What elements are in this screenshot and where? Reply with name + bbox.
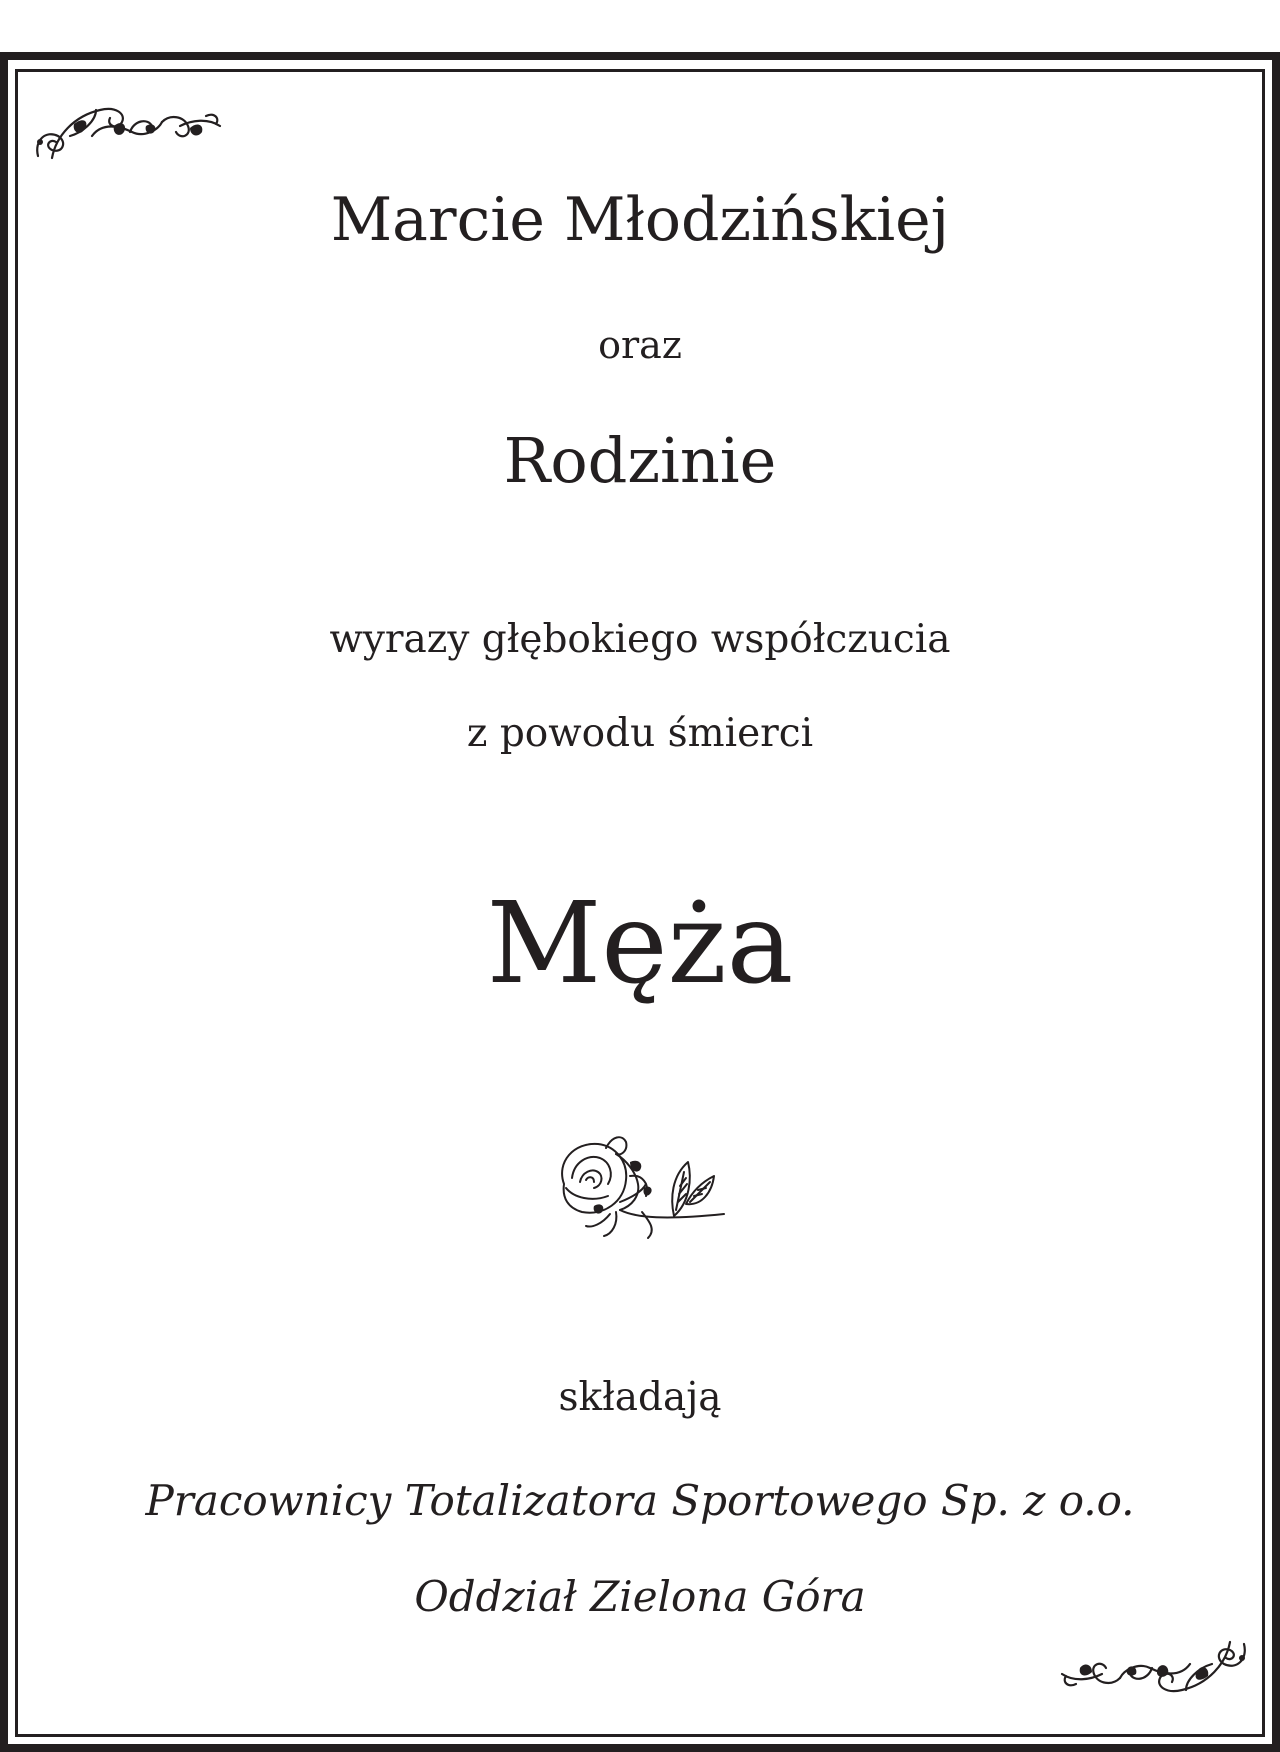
flourish-ornament-icon: [1056, 1632, 1252, 1704]
reason-text: z powodu śmierci: [466, 711, 814, 756]
sender-branch: Oddział Zielona Góra: [414, 1572, 866, 1621]
recipient-name: Marcie Młodzińskiej: [330, 185, 950, 255]
deceased-relation: Męża: [486, 879, 794, 1009]
verb-text: składają: [558, 1375, 722, 1420]
sympathy-text: wyrazy głębokiego współczucia: [329, 617, 951, 662]
sender-organization: Pracownicy Totalizatora Sportowego Sp. z o.o.: [145, 1476, 1135, 1525]
family-text: Rodzinie: [503, 424, 777, 497]
flourish-ornament-icon: [30, 96, 226, 168]
conjunction-text: oraz: [598, 323, 682, 367]
rose-icon: [546, 1132, 736, 1244]
